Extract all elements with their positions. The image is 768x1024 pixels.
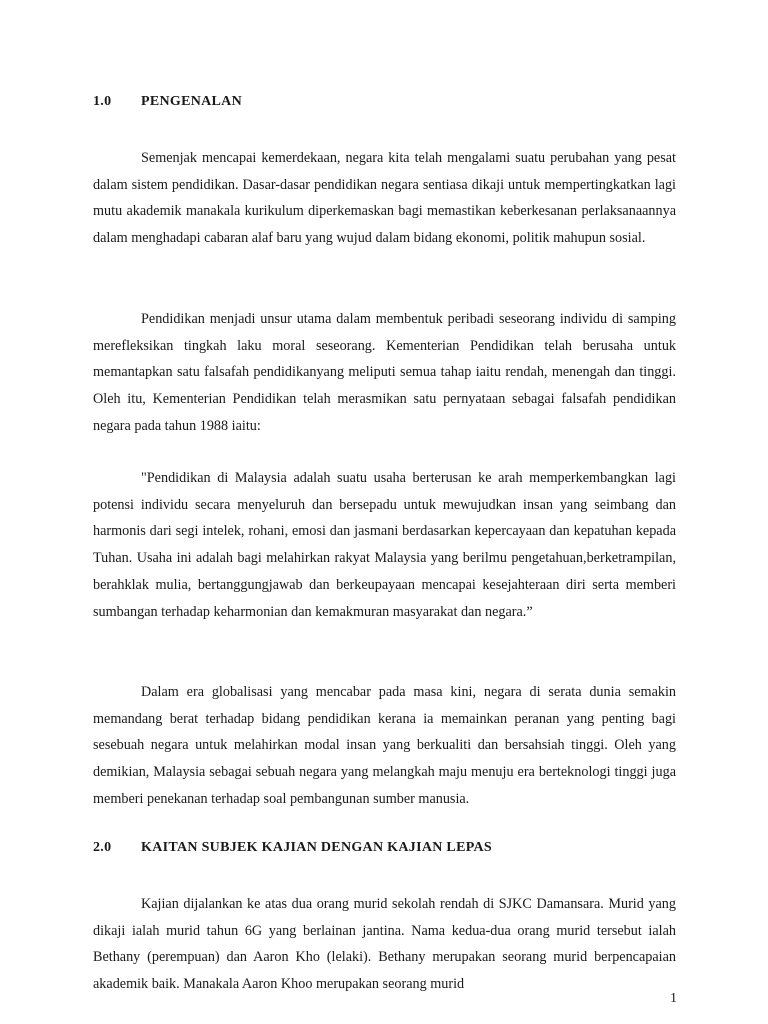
section-title: PENGENALAN — [141, 94, 243, 109]
quote-paragraph: "Pendidikan di Malaysia adalah suatu usaha berterusan ke arah memperkembangkan lagi potensi individu secara menyeluruh dan bersepadu untuk mewujudkan insan yang seimbang dan harmonis dari segi intelek, rohani, emosi dan jasmani berdasarkan kepercayaan dan kepatuhan kepada Tuhan. Usaha ini adalah bagi melahirkan rakyat Malaysia yang berilmu pengetahuan,berketrampilan, berahklak mulia, bertanggungjawab dan berkeupayaan mencapai kesejahteraan diri serta memberi sumbangan terhadap keharmonian dan kemakmuran masyarakat dan negara.” — [93, 470, 676, 620]
section-number: 1.0 — [93, 94, 112, 109]
paragraph: Semenjak mencapai kemerdekaan, negara kita telah mengalami suatu perubahan yang pesat dalam sistem pendidikan. Dasar-dasar pendidikan negara sentiasa dikaji untuk mempertingkatkan lagi mutu akademik manakala kurikulum diperkemaskan bagi memastikan keberkesanan perlaksanaannya dalam menghadapi cabaran alaf baru yang wujud dalam bidang ekonomi, politik mahupun sosial. — [93, 150, 676, 247]
paragraph: Pendidikan menjadi unsur utama dalam membentuk peribadi seseorang individu di samping merefleksikan tingkah laku moral seseorang. Kementerian Pendidikan telah berusaha untuk memantapkan satu falsafah pendidikanyang meliputi semua tahap iaitu rendah, menengah dan tinggi. Oleh itu, Kementerian Pendidikan telah merasmikan satu pernyataan sebagai falsafah pendidikan negara pada tahun 1988 iaitu: — [93, 311, 676, 434]
page-number: 1 — [670, 991, 677, 1006]
section-heading-2 — [93, 840, 492, 856]
section-number: 2.0 — [93, 840, 112, 855]
section-heading-1 — [93, 94, 242, 110]
paragraph: Kajian dijalankan ke atas dua orang murid sekolah rendah di SJKC Damansara. Murid yang dikaji ialah murid tahun 6G yang berlainan jantina. Nama kedua-dua orang murid tersebut ialah Bethany (perempuan) dan Aaron Kho (lelaki). Bethany merupakan seorang murid berpencapaian akademik baik. Manakala Aaron Khoo merupakan seorang murid — [93, 896, 676, 993]
paragraph: Dalam era globalisasi yang mencabar pada masa kini, negara di serata dunia semakin memandang berat terhadap bidang pendidikan kerana ia memainkan peranan yang penting bagi sesebuah negara untuk melahirkan modal insan yang berkualiti dan bersahsiah tinggi. Oleh yang demikian, Malaysia sebagai sebuah negara yang melangkah maju menuju era berteknologi tinggi juga memberi penekanan terhadap soal pembangunan sumber manusia. — [93, 684, 676, 807]
section-title: KAITAN SUBJEK KAJIAN DENGAN KAJIAN LEPAS — [141, 840, 493, 855]
